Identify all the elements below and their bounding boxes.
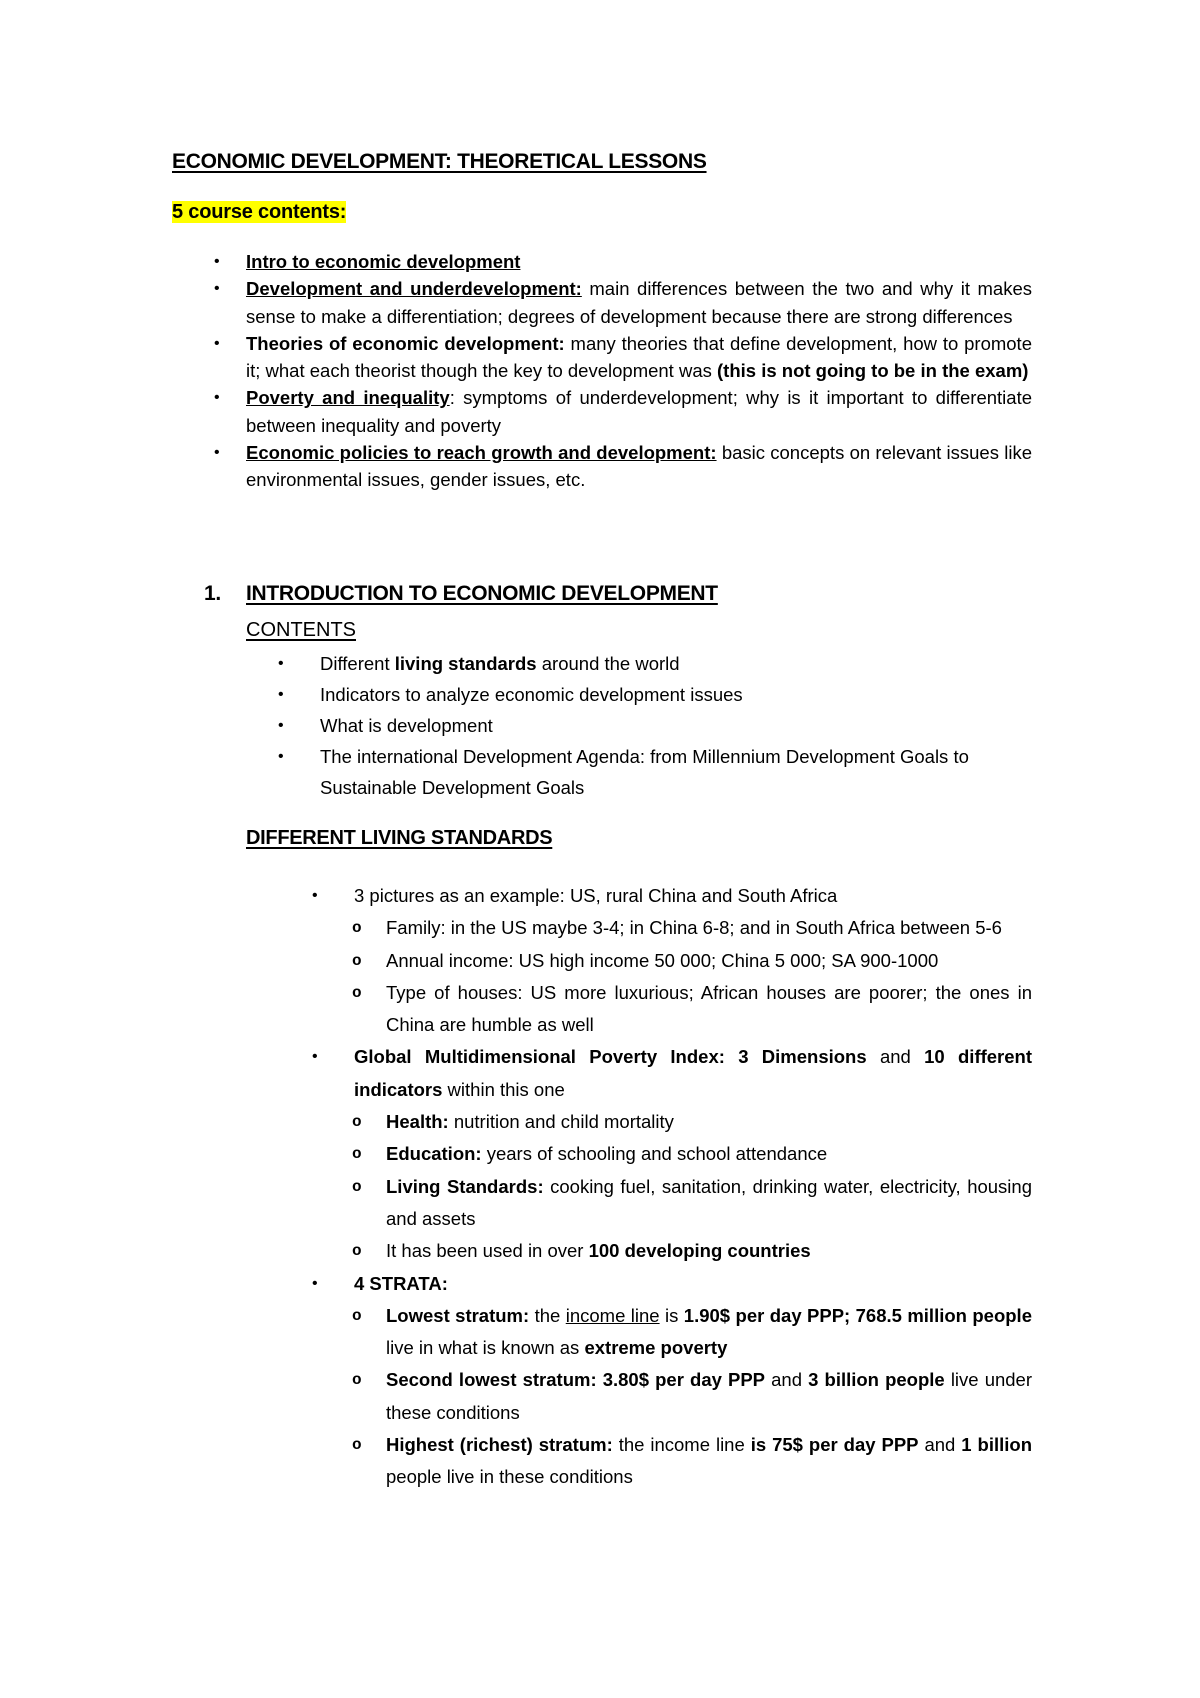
- sub-list-item: [314, 977, 1032, 1042]
- living-standards-list: [246, 880, 1032, 1494]
- list-item: [246, 710, 1032, 741]
- item-note: (this is not going to be in the exam): [717, 360, 1029, 382]
- sub-list: [314, 1106, 1032, 1267]
- item-bold-text: Global Multidimensional Poverty Index: 3 Dimensions: [354, 1046, 867, 1068]
- sub-item-bold-text: 1.90$ per day PPP; 768.5 million people: [683, 1304, 1032, 1326]
- sub-item-text: years of schooling and school attendance: [481, 1143, 828, 1165]
- sub-item-bold-text: Lowest stratum:: [386, 1304, 530, 1326]
- sub-list-item: [314, 1138, 1032, 1170]
- sub-item-bold-text: Health:: [386, 1111, 449, 1133]
- bullet-icon: •: [214, 444, 220, 462]
- section-number: 1.: [204, 582, 221, 605]
- item-text: : symptoms of underdevelopment; why is it important to differentiate between inequality and poverty: [246, 387, 1032, 436]
- sub-item-text: the income line: [612, 1434, 751, 1456]
- living-standards-heading: DIFFERENT LIVING STANDARDS: [246, 827, 553, 849]
- item-text: What is development: [320, 715, 493, 736]
- circle-bullet-icon: o: [352, 1177, 362, 1196]
- sub-item-text: and: [918, 1434, 962, 1456]
- sub-item-text: Family: in the US maybe 3-4; in China 6-8; and in South Africa between 5-6: [386, 917, 1002, 939]
- section-heading: [204, 582, 718, 606]
- list-item: [246, 880, 1032, 1041]
- item-text: basic concepts on relevant issues like environmental issues, gender issues, etc.: [246, 442, 1032, 491]
- sub-item-text: It has been used in over: [386, 1240, 589, 1262]
- sub-item-bold-text: Highest (richest) stratum:: [386, 1434, 613, 1456]
- item-text: many theories that define development, how to promote it; what each theorist though the key to development was: [246, 332, 1032, 382]
- sub-item-text: people live in these conditions: [386, 1466, 633, 1488]
- list-item: [246, 741, 1032, 803]
- sub-list: [314, 1300, 1032, 1494]
- sub-list-item: [314, 1364, 1032, 1429]
- item-label: Development and underdevelopment:: [246, 278, 582, 300]
- circle-bullet-icon: o: [352, 919, 362, 938]
- item-text: Indicators to analyze economic development issues: [320, 684, 743, 705]
- circle-bullet-icon: o: [352, 1306, 362, 1325]
- sub-item-bold-text: 3 billion people: [808, 1369, 945, 1391]
- list-item: [246, 1268, 1032, 1494]
- sub-item-bold-text: is 75$ per day PPP: [750, 1434, 919, 1456]
- item-text: within this one: [442, 1078, 565, 1100]
- bullet-icon: •: [278, 655, 284, 672]
- contents-label: CONTENTS: [246, 619, 356, 641]
- list-item: [172, 275, 1032, 330]
- sub-item-bold-text: Education:: [386, 1143, 482, 1165]
- list-item: [172, 384, 1032, 439]
- sub-item-text: the: [529, 1304, 566, 1326]
- sub-list: [314, 912, 1032, 1041]
- sub-list-item: [314, 1106, 1032, 1138]
- sub-item-bold-text: Living Standards:: [386, 1175, 544, 1197]
- list-item: [172, 439, 1032, 494]
- list-item: [246, 679, 1032, 710]
- sub-item-text: cooking fuel, sanitation, drinking water, electricity, housing and assets: [386, 1175, 1032, 1229]
- document-title: ECONOMIC DEVELOPMENT: THEORETICAL LESSONS: [172, 150, 707, 173]
- contents-list: [246, 648, 1032, 803]
- item-text: and: [866, 1046, 925, 1068]
- circle-bullet-icon: o: [352, 1145, 362, 1164]
- circle-bullet-icon: o: [352, 951, 362, 970]
- item-text: The international Development Agenda: from Millennium Development Goals to Sustainable Development Goals: [320, 746, 969, 798]
- sub-item-text: live under these conditions: [386, 1369, 1033, 1423]
- course-contents-heading: [172, 201, 346, 224]
- bullet-icon: •: [214, 389, 220, 407]
- item-text: around the world: [536, 653, 680, 674]
- sub-item-underlined-text: income line: [565, 1304, 660, 1326]
- sub-item-text: nutrition and child mortality: [448, 1111, 674, 1133]
- sub-item-bold-text: extreme poverty: [584, 1337, 728, 1359]
- bullet-icon: •: [214, 334, 220, 352]
- circle-bullet-icon: o: [352, 1371, 362, 1390]
- sub-item-text: and: [765, 1369, 809, 1391]
- highlighted-heading-text: 5 course contents:: [172, 201, 347, 223]
- sub-item-text: live in what is known as: [386, 1337, 585, 1359]
- item-text: 3 pictures as an example: US, rural China and South Africa: [354, 885, 838, 906]
- bullet-icon: •: [312, 1048, 318, 1066]
- bullet-icon: •: [312, 887, 318, 904]
- item-bold-text: 4 STRATA:: [354, 1272, 448, 1294]
- circle-bullet-icon: o: [352, 1242, 362, 1261]
- list-item: [246, 1041, 1032, 1267]
- sub-item-text: Annual income: US high income 50 000; China 5 000; SA 900-1000: [386, 949, 939, 971]
- item-label: Poverty and inequality: [246, 387, 450, 409]
- item-bold-text: living standards: [394, 653, 537, 674]
- sub-item-bold-text: Second lowest stratum: 3.80$ per day PPP: [386, 1369, 766, 1391]
- list-item: [246, 648, 1032, 679]
- circle-bullet-icon: o: [352, 1436, 362, 1455]
- circle-bullet-icon: o: [352, 1113, 362, 1132]
- section-title: INTRODUCTION TO ECONOMIC DEVELOPMENT: [246, 582, 718, 605]
- sub-item-text: Type of houses: US more luxurious; African houses are poorer; the ones in China are humble as well: [386, 981, 1032, 1036]
- sub-list-item: [314, 1235, 1032, 1267]
- course-contents-list: [172, 248, 1032, 494]
- bullet-icon: •: [214, 280, 220, 298]
- item-label: Economic policies to reach growth and development:: [246, 442, 717, 464]
- sub-item-text: is: [659, 1304, 684, 1326]
- list-item: [172, 330, 1032, 385]
- sub-item-bold-text: 1 billion: [961, 1434, 1032, 1456]
- bullet-icon: •: [278, 748, 284, 765]
- sub-list-item: [314, 1429, 1032, 1494]
- bullet-icon: •: [214, 253, 220, 270]
- sub-list-item: [314, 1171, 1032, 1236]
- item-label: Theories of economic development:: [246, 332, 565, 354]
- sub-item-bold-text: 100 developing countries: [588, 1240, 811, 1262]
- list-item: [172, 248, 1032, 275]
- circle-bullet-icon: o: [352, 983, 362, 1002]
- bullet-icon: •: [312, 1274, 318, 1292]
- bullet-icon: •: [278, 717, 284, 734]
- sub-list-item: [314, 1300, 1032, 1365]
- item-text: main differences between the two and why it makes sense to make a differentiation; degrees of development because there are strong differences: [246, 278, 1032, 327]
- sub-list-item: [314, 945, 1032, 977]
- item-text: Different: [320, 653, 395, 674]
- item-label: Intro to economic development: [246, 251, 521, 272]
- bullet-icon: •: [278, 686, 284, 703]
- item-bold-text: 10 different indicators: [354, 1046, 1033, 1100]
- sub-list-item: [314, 912, 1032, 944]
